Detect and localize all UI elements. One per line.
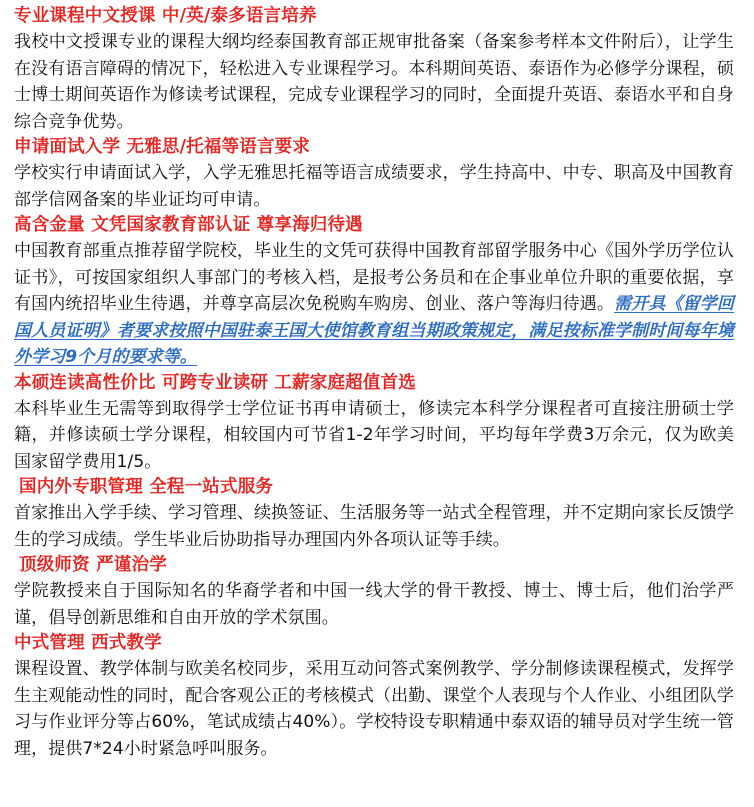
section-heading: 中式管理 西式教学 [14,633,162,653]
section-chinese-instruction [14,4,734,135]
section-body: 学院教授来自于国际知名的华裔学者和中国一线大学的骨干教授、博士、博士后，他们治学严谨，倡导创新思维和自由开放的学术氛围。 [14,581,734,628]
section-teaching-style [14,631,734,762]
section-heading: 专业课程中文授课 中/英/泰多语言培养 [14,6,317,26]
section-certification [14,213,734,371]
section-heading: 申请面试入学 无雅思/托福等语言要求 [14,137,311,157]
section-body: 课程设置、教学体制与欧美名校同步，采用互动问答式案例教学、学分制修读课程模式，发挥学生主观能动性的同时，配合客观公正的考核模式（出勤、课堂个人表现与个人作业、小组团队学习与作业评分等占60%，笔试成绩占40%）。学校特设专职精通中泰双语的辅导员对学生统一管理，提供7*24小时紧急呼叫服务。 [14,659,734,759]
section-heading: 本硕连读高性价比 可跨专业读研 工薪家庭超值首选 [14,372,416,393]
section-body-with-note [14,238,734,371]
section-bachelor-master [14,371,734,476]
section-heading: 高含金量 文凭国家教育部认证 尊享海归待遇 [14,215,363,235]
section-heading: 顶级师资 严谨治学 [19,555,167,575]
policy-note: 需开具《留学回国人员证明》者要求按照中国驻泰王国大使馆教育组当期政策规定，满足按标准学制时间每年境外学习9个月的要求等。 [14,294,735,367]
section-faculty [14,553,734,631]
section-management-service [14,475,734,553]
section-body: 本科毕业生无需等到取得学士学位证书再申请硕士，修读完本科学分课程者可直接注册硕士学籍，并修读硕士学分课程，相较国内可节省1-2年学习时间，平均每年学费3万余元，仅为欧美国家留学费用1/5。 [14,398,734,472]
section-body: 学校实行申请面试入学，入学无雅思托福等语言成绩要求，学生持高中、中专、职高及中国教育部学信网备案的毕业证均可申请。 [14,163,734,210]
section-interview-admission [14,135,734,213]
section-heading: 国内外专职管理 全程一站式服务 [19,477,274,497]
section-body: 中国教育部重点推荐留学院校，毕业生的文凭可获得中国教育部留学服务中心《国外学历学位认证书》，可按国家组织人事部门的考核入档，是报考公务员和在企事业单位升职的重要依据，享有国内统招毕业生待遇，并尊享高层次免税购车购房、创业、落户等海归待遇。 [14,241,734,314]
section-body: 我校中文授课专业的课程大纲均经泰国教育部正规审批备案（备案参考样本文件附后），让学生在没有语言障碍的情况下，轻松进入专业课程学习。本科期间英语、泰语作为必修学分课程，硕士博士期间英语作为修读考试课程，完成专业课程学习的同时，全面提升英语、泰语水平和自身综合竞争优势。 [14,32,734,132]
section-body: 首家推出入学手续、学习管理、续换签证、生活服务等一站式全程管理，并不定期向家长反馈学生的学习成绩。学生毕业后协助指导办理国内外各项认证等手续。 [14,503,734,550]
